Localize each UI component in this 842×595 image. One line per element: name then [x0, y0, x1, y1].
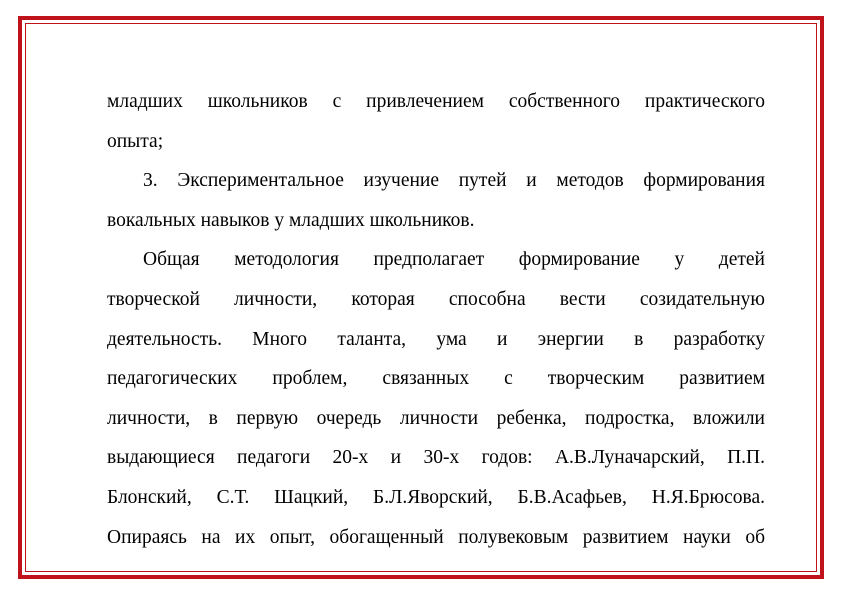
text-line: опыта; [107, 130, 164, 152]
text-line: творческой личности, которая способна вести созидательную [107, 288, 765, 310]
text-line: Опираясь на их опыт, обогащенный полувековым развитием науки об [107, 526, 765, 548]
text-line: деятельность. Много таланта, ума и энергии в разработку [107, 328, 765, 350]
document-body [107, 82, 765, 557]
text-line: личности, в первую очередь личности ребенка, подростка, вложили [107, 407, 765, 429]
text-line: вокальных навыков у младших школьников. [107, 209, 475, 231]
text-line: Блонский, С.Т. Шацкий, Б.Л.Яворский, Б.В.Асафьев, Н.Я.Брюсова. [107, 486, 765, 508]
text-line: 3. Экспериментальное изучение путей и методов формирования [143, 170, 765, 192]
text-line: младших школьников с привлечением собственного практического [107, 91, 765, 112]
text-line: педагогических проблем, связанных с творческим развитием [107, 368, 765, 390]
text-line: Общая методология предполагает формирование у детей [143, 249, 765, 271]
text-line: выдающиеся педагоги 20-х и 30-х годов: А.В.Луначарский, П.П. [107, 447, 765, 469]
